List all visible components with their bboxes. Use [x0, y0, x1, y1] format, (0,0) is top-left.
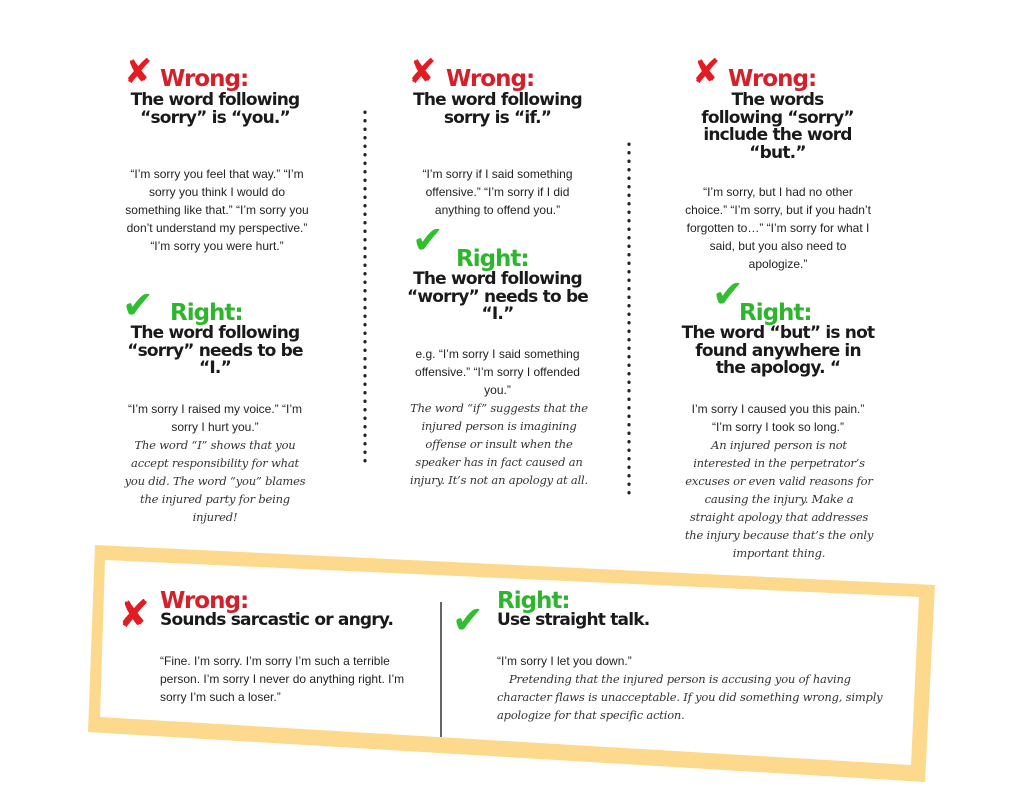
wrong-label: Wrong: — [728, 66, 817, 92]
check-mark-icon: ✔ — [122, 283, 154, 327]
wrong-label: Wrong: — [446, 66, 535, 92]
wrong-examples: “I’m sorry you feel that way.” “I’m sorry you think I would do something like that.” “I’m sorry you don’t understand my perspective.” “I’m sorry you were hurt.” — [125, 167, 309, 253]
x-mark-icon: ✘ — [124, 52, 153, 92]
right-examples: e.g. “I’m sorry I said something offensive.” “I’m sorry I offended you.” — [415, 347, 580, 397]
x-mark-icon: ✘ — [118, 592, 150, 636]
right-label: Right: — [456, 246, 529, 272]
right-examples: “I’m sorry I raised my voice.” “I’m sorry I hurt you.” — [127, 402, 302, 434]
wrong-examples: “I’m sorry if I said something offensive.” “I’m sorry if I did anything to offend you.” — [422, 167, 573, 217]
check-mark-icon: ✔ — [712, 272, 744, 316]
wrong-heading: The words following “sorry” include the word “but.” — [701, 90, 854, 163]
check-mark-icon: ✔ — [412, 218, 444, 262]
right-label: Right: — [497, 588, 570, 614]
right-explanation: An injured person is not interested in the perpetrator’s excuses or even valid reasons for causing the injury. Make a straight apology that addresses the injury because that’s the only important thing. — [684, 438, 874, 560]
x-mark-icon: ✘ — [692, 52, 721, 92]
check-mark-icon: ✔ — [452, 598, 484, 642]
wrong-heading: The word following sorry is “if.” — [413, 90, 582, 128]
right-heading: The word following “worry” needs to be “I.” — [406, 269, 589, 324]
wrong-heading: The word following “sorry” is “you.” — [130, 90, 300, 128]
right-heading: The word following “sorry” needs to be “I.” — [127, 323, 303, 378]
x-mark-icon: ✘ — [408, 52, 437, 92]
right-explanation: Pretending that the injured person is accusing you of having character flaws is unacceptable. If you did something wrong, simply apologize for that specific action. — [497, 672, 883, 722]
wrong-examples: “Fine. I’m sorry. I’m sorry I’m such a terrible person. I’m sorry I never do anything right. I’m sorry I’m such a loser.” — [160, 654, 405, 704]
wrong-heading: Sounds sarcastic or angry. — [160, 610, 394, 630]
right-label: Right: — [170, 300, 243, 326]
wrong-label: Wrong: — [160, 588, 249, 614]
right-explanation: The word “if” suggests that the injured person is imagining offense or insult when the speaker has in fact caused an injury. It’s not an apology at all. — [410, 401, 588, 487]
wrong-label: Wrong: — [160, 66, 249, 92]
wrong-examples: “I’m sorry, but I had no other choice.” “I’m sorry, but if you hadn’t forgotten to…” “I’m sorry for what I said, but you also need to apologize.” — [685, 185, 871, 271]
right-heading: Use straight talk. — [497, 610, 650, 630]
right-examples: I’m sorry I caused you this pain.” “I’m sorry I took so long.” — [691, 402, 865, 434]
right-label: Right: — [739, 300, 812, 326]
right-heading: The word “but” is not found anywhere in the apology. “ — [681, 323, 875, 378]
right-examples: “I’m sorry I let you down.” — [497, 654, 632, 668]
right-explanation: The word “I” shows that you accept responsibility for what you did. The word “you” blames the injured party for being injured! — [124, 438, 306, 524]
